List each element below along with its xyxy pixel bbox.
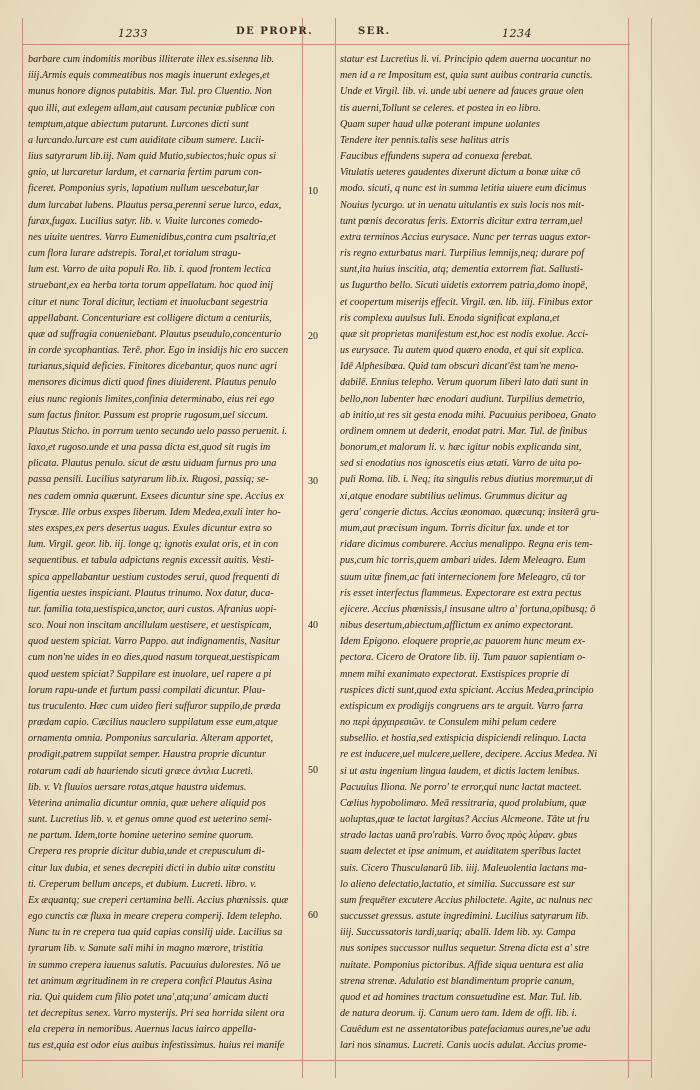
left-text-column bbox=[28, 52, 296, 1055]
text-line: Nouius lycurgo. ut in uenatu uitulantis ex suis locis nos mit- bbox=[340, 199, 585, 211]
text-line: tur. familia tota,uestispica,unctor, auri custos. Afranius uopi- bbox=[28, 603, 277, 615]
text-line: bello,non lubenter hæc enodari audiunt. Turpilius demetrio, bbox=[340, 393, 585, 405]
line-number-20: 20 bbox=[308, 331, 318, 342]
left-page-number: 1233 bbox=[118, 27, 148, 40]
text-line: Pacuuius Iliona. Ne porro' te error,qui nunc lactat macteet. bbox=[340, 781, 582, 793]
right-text-column bbox=[340, 52, 622, 1055]
text-line: ris regno exturbatus mari. Turpilius lemnijs,neq; durare pof bbox=[340, 248, 585, 260]
text-line: quæ ad suffragia conueniebant. Plautus pseudulo,concenturio bbox=[28, 328, 282, 340]
text-line: Idē Alphesibœa. Quid tam obscuri dicant'ēst tam'ne meno- bbox=[340, 361, 579, 373]
text-line: ego cunctis cæ fluxa in meare crepera comperij. Idem telepho. bbox=[28, 911, 283, 923]
text-line: Faucibus effundens supera ad conuexa ferebat. bbox=[340, 151, 533, 163]
line-number-40: 40 bbox=[308, 620, 318, 631]
text-line: a lurcando.lurcare est cum auiditate cibum sumere. Lucii- bbox=[28, 134, 265, 146]
text-line: ris complexu auulsus Iuli. Enoda significat explana,et bbox=[340, 312, 560, 324]
text-line: pectora. Cicero de Oratore lib. iij. Tum pauor sapientiam o- bbox=[340, 652, 586, 664]
text-line: us eurysace. Tu autem quod quæro enoda, et qui sit explica. bbox=[340, 345, 584, 357]
text-line: quod uestem spiciat. Varro Pappo. aut indignamentis, Nasitur bbox=[28, 636, 281, 648]
text-line: xi,atque enodare subtilius uelimus. Grummus dicitur ag bbox=[340, 490, 568, 502]
line-number-50: 50 bbox=[308, 765, 318, 776]
text-line: Veterina animalia dicuntur omnia, quæ uehere aliquid pos bbox=[28, 797, 266, 809]
text-line: ab initio,ut res sit gesta enoda mihi. Pacuuius periboea, Gnato bbox=[340, 409, 596, 421]
text-line: sum factus finitor. Passum est proprie rugosum,uel siccum. bbox=[28, 409, 269, 421]
text-line: Vitulatis ueteres gaudentes dixerunt dictum a bonæ uitæ cō bbox=[340, 167, 581, 179]
text-line: in corde sycophantias. Terē. phor. Ego in insidijs hic ero succen bbox=[28, 345, 289, 357]
text-line: lum. Virgil. geor. lib. iij. longe q; ignotis exulat oris, et in con bbox=[28, 539, 279, 551]
text-line: tyrarum lib. v. Sanute sali mihi in magno mœrore, tristitia bbox=[28, 943, 264, 955]
text-line: Cauēdum est ne assentatoribus patefaciamus aures,ne'ue adu bbox=[340, 1024, 591, 1036]
text-line: tis auerni,Tollunt se celeres. et postea in eo libro. bbox=[340, 102, 541, 114]
text-line: ligentia uestes inspiciant. Plautus trinumo. Nox datur, duca- bbox=[28, 587, 274, 599]
text-line: mum,aut præcisum ingum. Torris dicitur fax. unde et tor bbox=[340, 522, 570, 534]
rule-top bbox=[22, 44, 630, 45]
text-line: quo illi, aut exlegem ullam,aut causam pecuniæ publicæ con bbox=[28, 102, 275, 114]
text-line: nibus desertum,abiectum,afflictum ex animo expectorant. bbox=[340, 620, 574, 632]
text-line: si ut astu ingenium lingua laudem, et dictis lactem lenibus. bbox=[340, 765, 580, 777]
text-line: sco. Noui non inscitam ancillulam uestisere, et uestispicam, bbox=[28, 620, 272, 632]
line-number-10: 10 bbox=[308, 186, 318, 197]
text-line: lorum rapu-unde et furtum passi compilati dicuntur. Plau- bbox=[28, 684, 266, 696]
text-line: mnem mihi exanimato expectorat. Exstispices proprie di bbox=[340, 668, 570, 680]
text-line: strena strenæ. Adulatio est blandimentum proprie canum, bbox=[340, 975, 575, 987]
text-line: pus,cum hic torris,quem ambari uides. Idem Meleagro. Eum bbox=[340, 555, 586, 567]
text-line: sunt,ita huius inscitia, atq; dementia extorrem fiat. Sallusti- bbox=[340, 264, 583, 276]
text-line: extispicum ex prodigijs congruens ars te arguit. Varro farra bbox=[340, 700, 584, 712]
text-line: eius nunc regionis limites,confinia determinabo, eius rei ego bbox=[28, 393, 275, 405]
text-line: stes exspes,ex pers desertus uagus. Exules dicuntur extra so bbox=[28, 522, 272, 534]
text-line: tus truculento. Hæc cum uideo fieri suffuror suppilo,de præda bbox=[28, 700, 281, 712]
text-line: tet animum ægritudinem in re crepera conficî Plautus Asina bbox=[28, 975, 273, 987]
text-line: barbare cum indomitis moribus illiterate illex es.sisenna lib. bbox=[28, 54, 275, 65]
text-line: us Iugurtho bello. Sicuti uidetis extorrem patria,domo inopē, bbox=[340, 280, 588, 292]
text-line: temptum,atque abiectum putarunt. Lurcones dicti sunt bbox=[28, 118, 249, 130]
text-line: modo. sicuti, q nunc est in summa letitia uiuere eum dicimus bbox=[340, 183, 587, 195]
text-line: appellabant. Concenturiare est colligere dictum a centuriis, bbox=[28, 312, 272, 324]
text-line: Nunc tu in re crepera tua quid capias consilij uide. Lucilius sa bbox=[28, 927, 283, 939]
text-line: extra terminos Accius eurysace. Nunc per terras uagus extor- bbox=[340, 231, 591, 243]
text-line: struebant,ex ea herba torta torum appellatum. hoc quod inij bbox=[28, 280, 274, 292]
text-line: laxo,et rugoso.unde et una passa dicta est,quod sit rugis im bbox=[28, 442, 271, 454]
text-line: re est inducere,uel mulcere,uellere, decipere. Accius Medea. Ni bbox=[340, 749, 598, 761]
text-line: suis. Cicero Thusculanarū lib. iiij. Maleuolentia lactans ma- bbox=[340, 862, 587, 874]
text-line: et coopertum miserijs effecit. Virgil. æn. lib. iiij. Finibus extor bbox=[340, 296, 593, 308]
text-line: munus honore dignos putabitis. Mar. Tul. pro Cluentio. Non bbox=[28, 86, 272, 98]
text-line: Tryscæ. Ille orbus exspes liberum. Idem Medea,exuli inter ho- bbox=[28, 506, 281, 518]
text-line: passa pensili. Lucilius satyrarum lib.ix. Rugosi, passiq; se- bbox=[28, 474, 269, 486]
text-line: no περὶ ἀρχαιρεσιῶν. te Consulem mihi pelum cedere bbox=[340, 717, 557, 729]
line-number-30: 30 bbox=[308, 476, 318, 487]
text-line: ris esset interfectus flammeus. Expectorare est extra pectus bbox=[340, 587, 582, 599]
text-line: furax,fugax. Lucilius satyr. lib. v. Viuite lurcones comedo- bbox=[28, 215, 263, 227]
text-line: nes cadem omnia quærunt. Exsees dicuntur sine spe. Accius ex bbox=[28, 490, 284, 502]
text-line: uoluptas,quæ te lactat largitas? Accius Alcmeone. Tāte ut fru bbox=[340, 814, 590, 826]
text-line: sequentibus. et tabula adpictans regnis excessit auitis. Vesti- bbox=[28, 555, 275, 567]
text-line: tus est,quia est odor eius auibus infestissimus. huius rei manife bbox=[28, 1040, 285, 1052]
text-line: lari nos sinamus. Lucreti. Canis uocis adulat. Accius prome- bbox=[340, 1040, 587, 1052]
text-line: sunt. Lucretius lib. v. et genus omne quod est ueterino semi- bbox=[28, 814, 272, 826]
rule-bottom bbox=[22, 1060, 652, 1061]
text-line: Plautus Sticho. in porrum uento secundo uelo passo peruenit. i. bbox=[28, 425, 288, 437]
rule-gutter-left bbox=[302, 18, 303, 1078]
rule-right-outer bbox=[628, 18, 629, 1078]
text-line: quæ sit proprietas manifestum est,hoc est nodis exolue. Acci- bbox=[340, 328, 589, 340]
text-line: sum frequēter excutere Accius philoctete. Agite, ac nulnus nec bbox=[340, 894, 593, 906]
text-line: Idem Epigono. eloquere proprie,ac pauorem hunc meum ex- bbox=[340, 636, 586, 648]
text-line: tunt pœnis decoratus feris. Extorris dicitur extra terram,uel bbox=[340, 215, 583, 227]
text-line: turianus,siquid deficies. Finitores dicebantur, quos nunc agri bbox=[28, 361, 277, 373]
text-line: cum non'ne uides in eo dies,quod nasum torqueat,uestispicam bbox=[28, 652, 280, 664]
running-head-title: DE PROPR. bbox=[236, 26, 314, 37]
text-line: ejicere. Accius phœnissis,l insusane ultro a' fortuna,opibusq; ō bbox=[340, 603, 596, 615]
text-line: gera' congerie dictus. Accius æonomao. quæcunq; insiterā gru- bbox=[340, 506, 600, 518]
text-line: ne partum. Idem,torte homine ueterino semine quorum. bbox=[28, 830, 254, 842]
rule-gutter-right bbox=[335, 18, 336, 1078]
text-line: cum flora lurare adstrepis. Toral,et torialum stragu- bbox=[28, 248, 241, 260]
right-page-number: 1234 bbox=[502, 27, 532, 40]
text-line: mensores dicimus dicti quod fines diuiderent. Plautus penulo bbox=[28, 377, 277, 389]
text-line: plicata. Plautus penulo. sicut de æstu uiduam furnus pro una bbox=[28, 458, 277, 470]
text-line: ti. Creperum bellum anceps, et dubium. Lucreti. libro. v. bbox=[28, 878, 257, 890]
text-line: tet decrepitus senex. Varro mysterijs. Pri sea horrida silent ora bbox=[28, 1008, 285, 1020]
text-line: ornamenta omnia. Pomponius sarcularia. Alteram apportet, bbox=[28, 733, 274, 745]
text-line: dabilē. Ennius telepho. Verum quorum liberi lato dati sunt in bbox=[340, 377, 589, 389]
text-line: lo alieno delectatio,lactatio, et similia. Succussare est sur bbox=[340, 878, 576, 890]
text-line: lum est. Varro de uita populi Ro. lib. i. quod frontem lectica bbox=[28, 264, 271, 276]
text-line: spica appellabantur uestium custodes serui, quod frequenti di bbox=[28, 571, 280, 583]
text-line: sed si enodatius nos ignoscetis eius ætati. Varro de uita po- bbox=[340, 458, 582, 470]
text-line: rotarum cadi ab hauriendo sicuti græce ἀντλια Lucreti. bbox=[28, 765, 254, 777]
text-line: ridare dicimus comburere. Accius menalippo. Regna eris tem- bbox=[340, 539, 593, 551]
text-line: de natura deorum. ij. Canum uero tam. Idem de offi. lib. i. bbox=[340, 1008, 578, 1020]
text-line: Cœlius hypobolimæo. Meā ressitraria, quod prolubium, quæ bbox=[340, 797, 587, 809]
running-head-right: SER. bbox=[358, 26, 391, 37]
text-line: in summo crepera iuuenus salutis. Pacuuius dulorestes. Nô ue bbox=[28, 959, 281, 971]
text-line: quod et ad homines tractum consuetudine est. Mar. Tul. lib. bbox=[340, 991, 582, 1003]
text-line: Unde et Virgil. lib. vi. unde ubi uenere ad fauces graue olen bbox=[340, 86, 584, 98]
text-line: bonorum,et malorum li. v. hæc igitur nobis explicanda sint, bbox=[340, 442, 582, 454]
text-line: ela crepera in nemoribus. Auernus lacus iairco appella- bbox=[28, 1024, 257, 1036]
text-line: ordinem omnem ut dederit, enodat patri. Mar. Tul. de finibus bbox=[340, 425, 588, 437]
text-line: iiij. Succussatoris tardi,uariq; aballi. Idem lib. xy. Campa bbox=[340, 927, 576, 939]
text-line: gnio, ut lurcaretur lardum, et carnaria fertim parum con- bbox=[28, 167, 262, 179]
text-line: Tendere iter pennis.talis sese halitus atris bbox=[340, 134, 510, 146]
text-line: suam delectet et ipse animum, et auiditatem sperībus lactet bbox=[340, 846, 581, 858]
text-line: subsellio. et hostia,sed extispicia dispiciendi relinquo. Lacta bbox=[340, 733, 587, 745]
text-line: lius satyrarum lib.iij. Nam quid Mutio,subiectos;huic opus si bbox=[28, 151, 276, 163]
text-line: nes uiuite uentres. Varro Eumenidibus,contra cum psaltria,et bbox=[28, 231, 276, 243]
text-line: ruspices dicti sunt,quod exta spiciant. Accius Medea,principio bbox=[340, 684, 594, 696]
line-number-60: 60 bbox=[308, 910, 318, 921]
text-line: prædam capio. Cæcilius nauclero suppilatum esse eum,atque bbox=[28, 717, 278, 729]
text-line: citur lux dubia, et senes decrepiti dicti in dubio uitæ constitu bbox=[28, 862, 276, 874]
text-line: iiij.Armis equis commeatibus nos magis inuerunt exleges,et bbox=[28, 70, 270, 82]
text-line: puli Roma. lib. i. Neq; ita singulis rebus diutius moremur,ut di bbox=[340, 474, 593, 486]
text-line: quod uestem spiciat? Suppilare est inuolare, uel rapere a pi bbox=[28, 668, 272, 680]
text-line: Quam super haud ullæ poterant impune uolantes bbox=[340, 118, 540, 130]
text-line: ficeret. Pomponius syris, lapatium nullum uescebatur,lar bbox=[28, 183, 260, 195]
text-line: lib. v. Vt fluuios uersare rotas,atque haustra uidemus. bbox=[28, 781, 247, 793]
text-line: suum uitæ finem,ac fati internecionem fore Meleagro, cū tor bbox=[340, 571, 586, 583]
text-line: dum lurcabat lubens. Plautus persa,perenni serue lurco, edax, bbox=[28, 199, 282, 211]
text-line: men id a re Impositum est, quia sunt auibus contraria cunctis. bbox=[340, 70, 593, 82]
rule-left-outer bbox=[22, 18, 23, 1078]
rule-far-right bbox=[651, 18, 652, 1078]
text-line: nus sonipes succussor nullus sequetur. Strena dicta est a' stre bbox=[340, 943, 590, 955]
text-line: prodigit,patrem suppilat semper. Haustra proprie dicuntur bbox=[28, 749, 266, 761]
text-line: citur et nunc Toral dicitur, lectiam et inuolucbant segestria bbox=[28, 296, 268, 308]
text-line: succusset gressus. astute ingredimini. Lucilius satyrarum lib. bbox=[340, 911, 589, 923]
text-line: ria. Qui quidem cum filio potet una',atq;una' amicam ducti bbox=[28, 991, 269, 1003]
text-line: Crepera res proprie dicitur dubia,unde et crepusculum di- bbox=[28, 846, 265, 858]
text-line: strado lactas uanā pro'rabis. Varro ὄνος πρὸς λύραν. gbus bbox=[340, 830, 578, 842]
text-line: nuitate. Pomponius pictoribus. Affide siqua uentura est alia bbox=[340, 959, 584, 971]
text-line: Ex æquantq; sue creperi certamina belli. Accius phœnissis. quæ bbox=[28, 894, 289, 906]
text-line: statur est Lucretius li. vi. Principio qdem auerna uocantur no bbox=[340, 54, 591, 65]
